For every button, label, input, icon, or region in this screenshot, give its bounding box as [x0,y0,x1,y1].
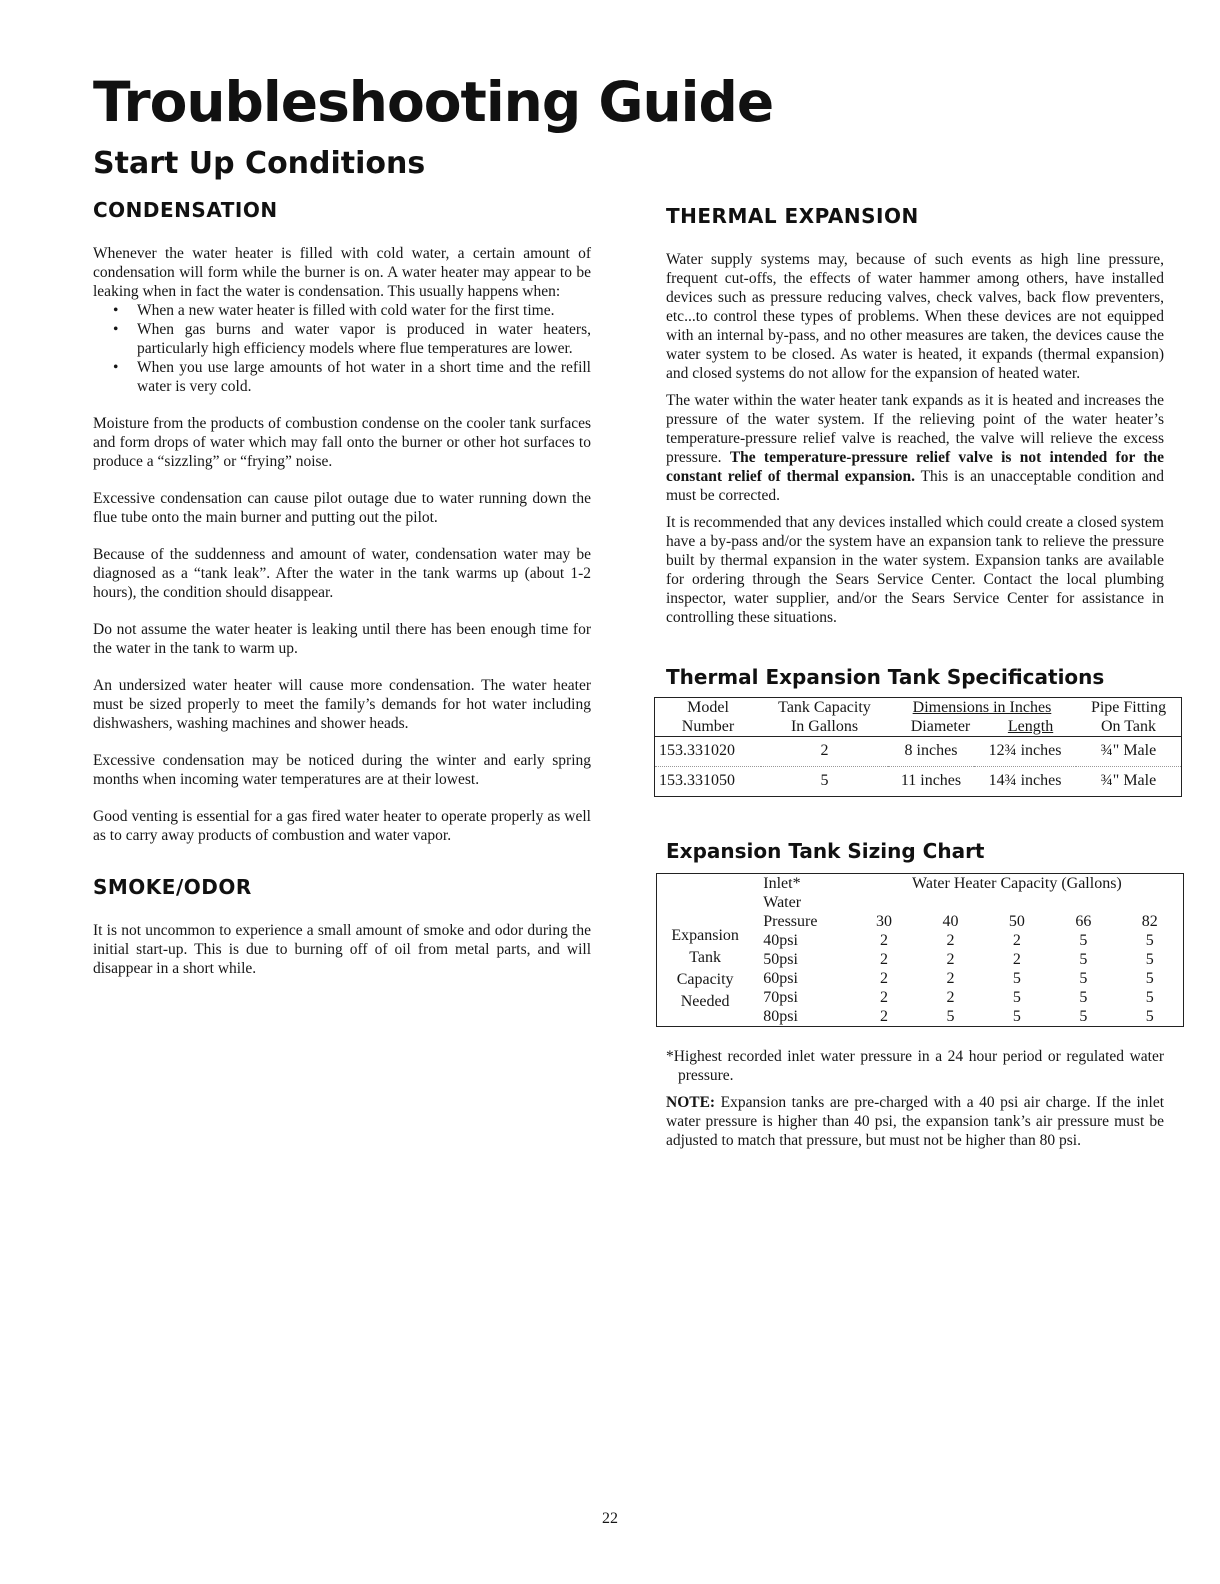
condensation-heading: CONDENSATION [93,198,278,222]
value-cell: 5 [1145,970,1154,987]
note-text: Expansion tanks are pre-charged with a 40 psi air charge. If the inlet water pressure is higher than 40 psi, the expansion tank’s air pressure must be adjusted to match that pressure, but must not be higher than 80 psi. [666,1094,1165,1149]
condensation-paragraph: Excessive condensation can cause pilot outage due to water running down the flue tube onto the main burner and putting out the pilot. [93,490,591,526]
value-cell: 2 [880,932,888,949]
spec-table [654,697,1182,797]
value-cell: 5 [1145,932,1154,949]
thermal-paragraph-relief [666,391,1164,505]
cell-model: 153.331050 [655,767,762,797]
thermal-warning-text: The temperature-pressure relief valve is not intended for the constant relief of thermal expansion. [666,449,1164,485]
condensation-intro: Whenever the water heater is filled with cold water, a certain amount of condensation will form while the burner is on. A water heater may appear to be leaking when in fact the water is condensation. This usually happens when: [93,245,591,300]
thermal-text: This is an unacceptable condition and must be corrected. [666,468,1164,504]
spec-table-heading: Thermal Expansion Tank Specifications [666,665,1105,689]
value-cell: 2 [946,989,955,1006]
value-cell: 5 [1145,989,1154,1006]
capacity-title: Water Heater Capacity (Gallons) [912,875,1122,892]
note-label: NOTE: [666,1094,716,1111]
cell-length: 14¾ inches [974,767,1076,797]
pressure-cell: 50psi [763,951,798,968]
cell-fitting: ¾" Male [1076,767,1181,797]
thermal-text: The water within the water heater tank expands as it is heated and increases the pressure of the water system. If the relieving point of the water heater’s temperature-pressure relief valve is reached, the valve will relieve the excess pressure. [666,392,1164,466]
value-cell: 5 [1145,1008,1154,1025]
cell-capacity: 5 [761,767,888,797]
cell-length: 12¾ inches [974,737,1076,767]
condensation-paragraph: Do not assume the water heater is leaking until there has been enough time for the water in the tank to warm up. [93,621,591,657]
col-header-diameter: Diameter [910,718,971,735]
value-cell: 2 [946,951,955,968]
page-subtitle: Start Up Conditions [93,146,426,181]
value-cell: 5 [1012,989,1021,1006]
inlet-label: Inlet* [763,875,801,892]
value-cell: 5 [1079,989,1088,1006]
value-cell: 5 [946,1008,955,1025]
thermal-paragraph: It is recommended that any devices installed which could create a closed system have a by-pass and/or the system have an expansion tank to relieve the pressure built by thermal expansion in the water system. Expansion tanks are available for ordering through the Sears Service Center. Contact the local plumbing inspector, water supplier, and/or the Sears Service Center for assistance in controlling these situations. [666,514,1164,626]
capacity-header: 50 [1008,913,1025,930]
sizing-chart-heading: Expansion Tank Sizing Chart [666,839,985,863]
cell-capacity: 2 [761,737,888,767]
condensation-paragraph: Moisture from the products of combustion condense on the cooler tank surfaces and form drops of water which may fall onto the burner or other hot surfaces to produce a “sizzling” or “frying” noise. [93,415,591,470]
pressure-cell: 70psi [763,989,798,1006]
cell-diameter: 8 inches [888,737,974,767]
note-paragraph [666,1093,1164,1150]
smoke-odor-heading: SMOKE/ODOR [93,875,252,899]
capacity-header: 82 [1141,913,1158,930]
list-item: • When a new water heater is filled with cold water for the first time. [137,301,591,320]
thermal-paragraph: Water supply systems may, because of such events as high line pressure, frequent cut-offs, the effects of water hammer among others, have installed devices such as pressure reducing valves, check valves, back flow preventers, etc...to control these types of problems. When these devices are not equipped with an internal by-pass, and no other measures are taken, the devices cause the water system to be closed. As water is heated, it expands (thermal expansion) and closed systems do not allow for the expansion of heated water. [666,251,1164,382]
value-cell: 5 [1145,951,1154,968]
thermal-expansion-heading: THERMAL EXPANSION [666,204,919,228]
list-item: • When you use large amounts of hot water in a short time and the refill water is very cold. [137,358,591,396]
value-cell: 5 [1012,970,1021,987]
table-header-row [657,893,1184,912]
table-row [655,737,1182,767]
page-number: 22 [602,1510,618,1527]
table-header-row [655,698,1182,737]
value-cell: 2 [1012,932,1021,949]
cell-model: 153.331020 [655,737,762,767]
side-label: Expansion Tank Capacity Needed [671,927,739,1010]
sizing-chart-table [656,873,1184,1027]
cell-diameter: 11 inches [888,767,974,797]
table-header-row [657,912,1184,931]
value-cell: 2 [880,951,888,968]
list-item: • When gas burns and water vapor is produced in water heaters, particularly high efficiency models where flue temperatures are lower. [137,320,591,358]
col-header-length: Length [1007,718,1054,735]
water-label: Water [763,894,802,911]
cell-fitting: ¾" Male [1076,737,1181,767]
value-cell: 5 [1079,1008,1088,1025]
value-cell: 2 [946,970,955,987]
value-cell: 5 [1079,951,1088,968]
condensation-paragraph: Because of the suddenness and amount of water, condensation water may be diagnosed as a “tank leak”. After the water in the tank warms up (about 1-2 hours), the condition should disappear. [93,546,591,601]
col-header-capacity: Tank Capacity In Gallons [778,699,871,735]
pressure-label: Pressure [763,913,818,930]
right-column [659,198,1167,1150]
value-cell: 2 [880,989,888,1006]
condensation-paragraph: Good venting is essential for a gas fired water heater to operate properly as well as to carry away products of combustion and water vapor. [93,808,591,844]
value-cell: 2 [880,1008,888,1025]
left-column [93,198,591,978]
value-cell: 2 [1012,951,1021,968]
capacity-header: 30 [876,913,892,930]
value-cell: 5 [1079,932,1088,949]
value-cell: 5 [1012,1008,1021,1025]
capacity-header: 66 [1075,913,1092,930]
page-title: Troubleshooting Guide [93,70,774,134]
table-header-row [657,874,1184,894]
capacity-header: 40 [942,913,959,930]
value-cell: 2 [880,970,888,987]
pressure-cell: 80psi [763,1008,798,1025]
pressure-cell: 40psi [763,932,798,949]
pressure-cell: 60psi [763,970,798,987]
smoke-odor-paragraph: It is not uncommon to experience a small amount of smoke and odor during the initial start-up. This is due to burning off of oil from metal parts, and will disappear in a short while. [93,922,591,977]
condensation-paragraph: Excessive condensation may be noticed during the winter and early spring months when incoming water temperatures are at their lowest. [93,752,591,788]
condensation-bullet-list [93,301,591,396]
table-row [655,767,1182,797]
col-header-dimensions: Dimensions in Inches Diameter Length [910,699,1054,735]
condensation-paragraph: An undersized water heater will cause more condensation. The water heater must be sized properly to meet the family’s demands for hot water including dishwashers, washing machines and shower heads. [93,677,591,732]
col-header-model: Model Number [681,699,735,735]
value-cell: 2 [946,932,955,949]
value-cell: 5 [1079,970,1088,987]
col-header-pipe-fitting: Pipe Fitting On Tank [1090,699,1167,735]
footnote: *Highest recorded inlet water pressure in a 24 hour period or regulated water pressure. [666,1048,1164,1084]
